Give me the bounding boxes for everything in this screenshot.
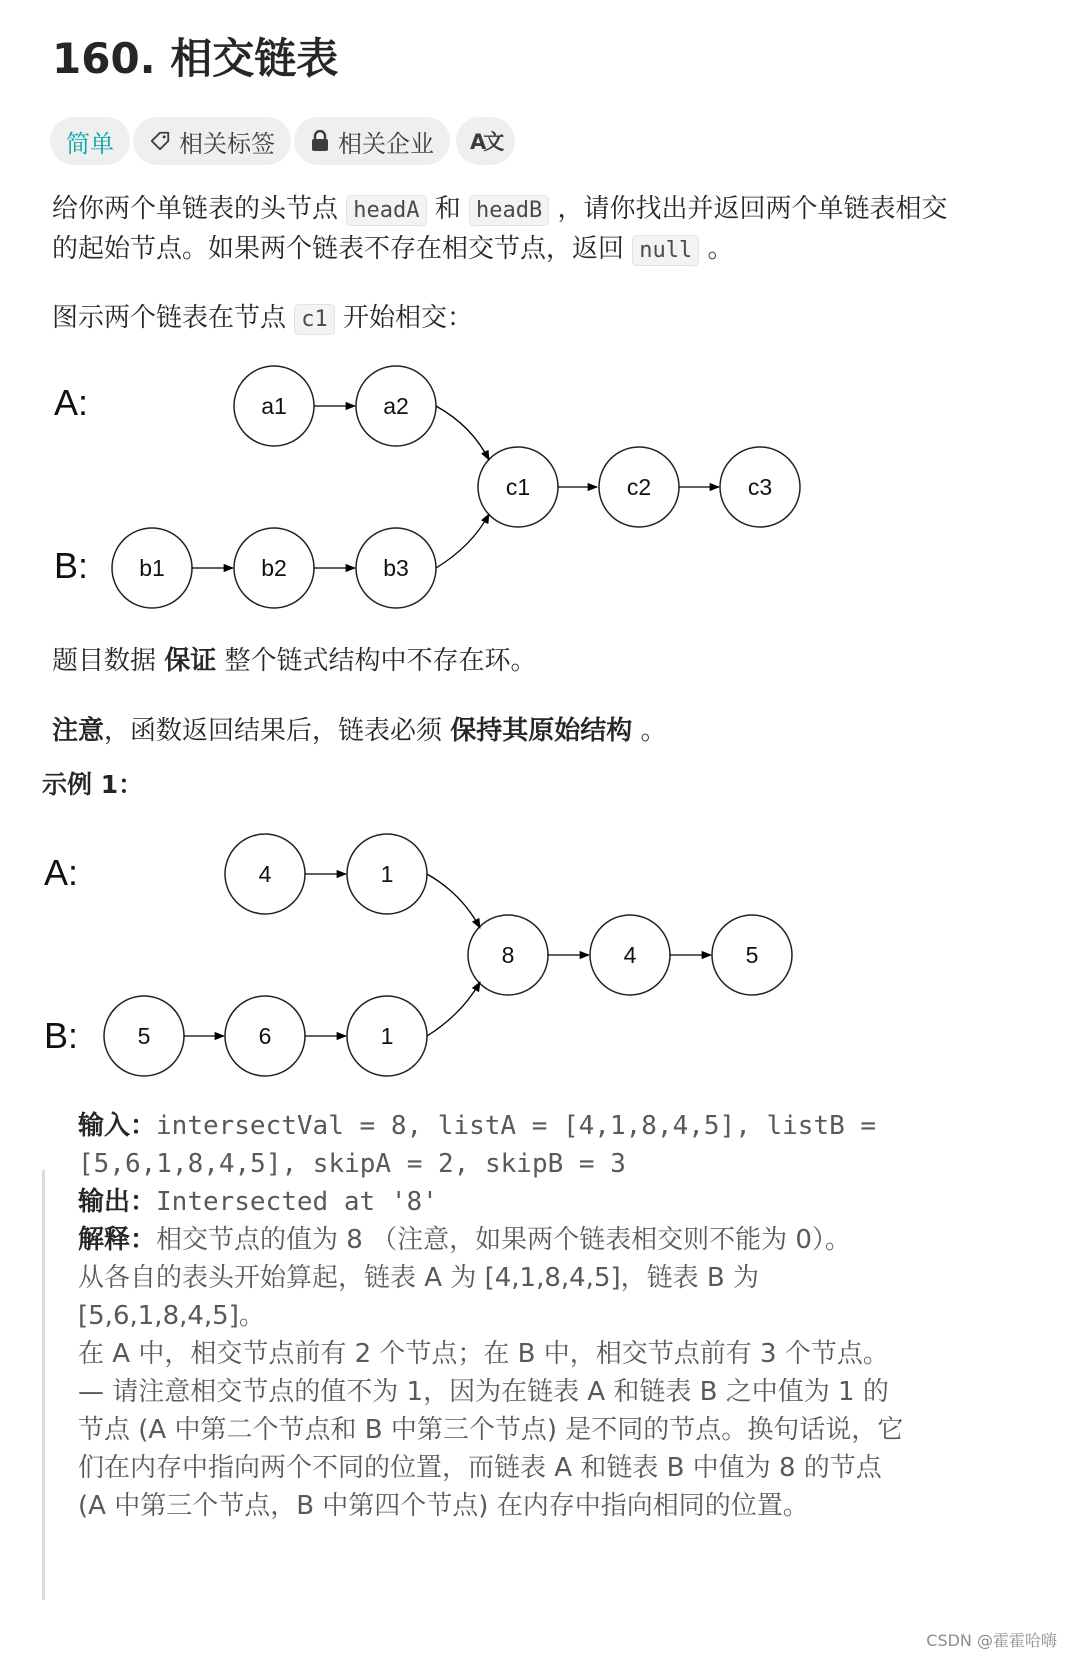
example-explain-line-8: (A 中第三个节点，B 中第四个节点) 在内存中指向相同的位置。 xyxy=(78,1491,809,1521)
example-explain-line-1: 解释：相交节点的值为 8 （注意，如果两个链表相交则不能为 0）。 xyxy=(78,1225,851,1255)
node-b2 xyxy=(234,528,314,608)
example-heading: 示例 1： xyxy=(42,770,144,799)
example-explain-line-3: [5,6,1,8,4,5]。 xyxy=(78,1301,265,1331)
svg-text:b3: b3 xyxy=(383,555,409,581)
svg-text:b1: b1 xyxy=(139,555,165,581)
related-companies-button[interactable] xyxy=(294,117,450,165)
svg-text:c1: c1 xyxy=(505,474,531,500)
list-a-label: A: xyxy=(54,382,89,423)
intersection-diagram xyxy=(0,350,1077,630)
code-null: null xyxy=(632,235,699,266)
svg-text:4: 4 xyxy=(623,942,637,968)
related-tags-label: 相关标签 xyxy=(179,129,275,158)
node-a2 xyxy=(356,366,436,446)
example-diagram xyxy=(0,820,1077,1090)
example-explain-line-5: — 请注意相交节点的值不为 1，因为在链表 A 和链表 B 之中值为 1 的 xyxy=(78,1377,889,1407)
lock-icon xyxy=(310,130,330,152)
example-list-a-label: A: xyxy=(44,852,79,893)
node-b3 xyxy=(356,528,436,608)
node-c1 xyxy=(478,447,558,527)
note-preserve-structure: 注意，函数返回结果后，链表必须 保持其原始结构 。 xyxy=(52,716,667,746)
svg-text:a2: a2 xyxy=(383,393,409,419)
node-b1 xyxy=(112,528,192,608)
example-input-line-2: [5,6,1,8,4,5], skipA = 2, skipB = 3 xyxy=(78,1149,626,1179)
watermark: CSDN @霍霍哈嗨 xyxy=(926,1631,1057,1650)
node-a1 xyxy=(234,366,314,446)
example-explain-line-7: 们在内存中指向两个不同的位置，而链表 A 和链表 B 中值为 8 的节点 xyxy=(78,1453,882,1483)
example-node-c-5 xyxy=(712,915,792,995)
example-edge-b3 xyxy=(427,982,480,1036)
svg-text:6: 6 xyxy=(258,1023,272,1049)
svg-text:a1: a1 xyxy=(261,393,287,419)
svg-text:8: 8 xyxy=(501,942,515,968)
example-node-b-5 xyxy=(104,996,184,1076)
svg-text:c3: c3 xyxy=(747,474,773,500)
example-quote-bar xyxy=(42,1170,45,1600)
example-explain-line-6: 节点 (A 中第二个节点和 B 中第三个节点) 是不同的节点。换句话说，它 xyxy=(78,1415,904,1445)
svg-text:5: 5 xyxy=(745,942,759,968)
example-output-line: 输出：Intersected at '8' xyxy=(78,1187,438,1217)
example-edge-a2 xyxy=(427,874,480,928)
list-b-label: B: xyxy=(54,545,89,586)
svg-text:b2: b2 xyxy=(261,555,287,581)
svg-text:c2: c2 xyxy=(626,474,652,500)
constraint-no-cycle: 题目数据 保证 整个链式结构中不存在环。 xyxy=(52,646,537,676)
example-list-b-label: B: xyxy=(44,1015,79,1056)
edge-b3-c1 xyxy=(436,514,489,568)
svg-text:4: 4 xyxy=(258,861,272,887)
code-headA: headA xyxy=(346,195,426,226)
svg-text:1: 1 xyxy=(380,1023,394,1049)
description-line-2: 的起始节点。如果两个链表不存在相交节点，返回 null 。 xyxy=(52,234,734,264)
node-c2 xyxy=(599,447,679,527)
translate-icon: A文 xyxy=(470,130,502,154)
description-figure-caption: 图示两个链表在节点 c1 开始相交： xyxy=(52,303,474,333)
example-node-a-4 xyxy=(225,834,305,914)
example-node-b-1 xyxy=(347,996,427,1076)
example-node-a-1 xyxy=(347,834,427,914)
difficulty-label: 简单 xyxy=(66,129,114,158)
description-line-1: 给你两个单链表的头节点 headA 和 headB ，请你找出并返回两个单链表相交 xyxy=(52,194,948,224)
edge-a2-c1 xyxy=(436,406,489,460)
node-c3 xyxy=(720,447,800,527)
translate-button[interactable] xyxy=(456,117,515,165)
example-explain-line-4: 在 A 中，相交节点前有 2 个节点；在 B 中，相交节点前有 3 个节点。 xyxy=(78,1339,889,1369)
example-node-b-6 xyxy=(225,996,305,1076)
code-c1: c1 xyxy=(294,304,335,335)
svg-text:1: 1 xyxy=(380,861,394,887)
related-companies-label: 相关企业 xyxy=(338,129,434,158)
example-explain-line-2: 从各自的表头开始算起，链表 A 为 [4,1,8,4,5]，链表 B 为 xyxy=(78,1263,760,1293)
page-title: 160. 相交链表 xyxy=(52,34,339,83)
code-headB: headB xyxy=(469,195,549,226)
example-input-line-1: 输入：intersectVal = 8, listA = [4,1,8,4,5], listB = xyxy=(78,1111,877,1141)
related-tags-button[interactable] xyxy=(133,117,291,165)
svg-text:5: 5 xyxy=(137,1023,151,1049)
tag-icon xyxy=(149,130,171,152)
example-node-c-4 xyxy=(590,915,670,995)
difficulty-badge[interactable] xyxy=(50,117,130,165)
